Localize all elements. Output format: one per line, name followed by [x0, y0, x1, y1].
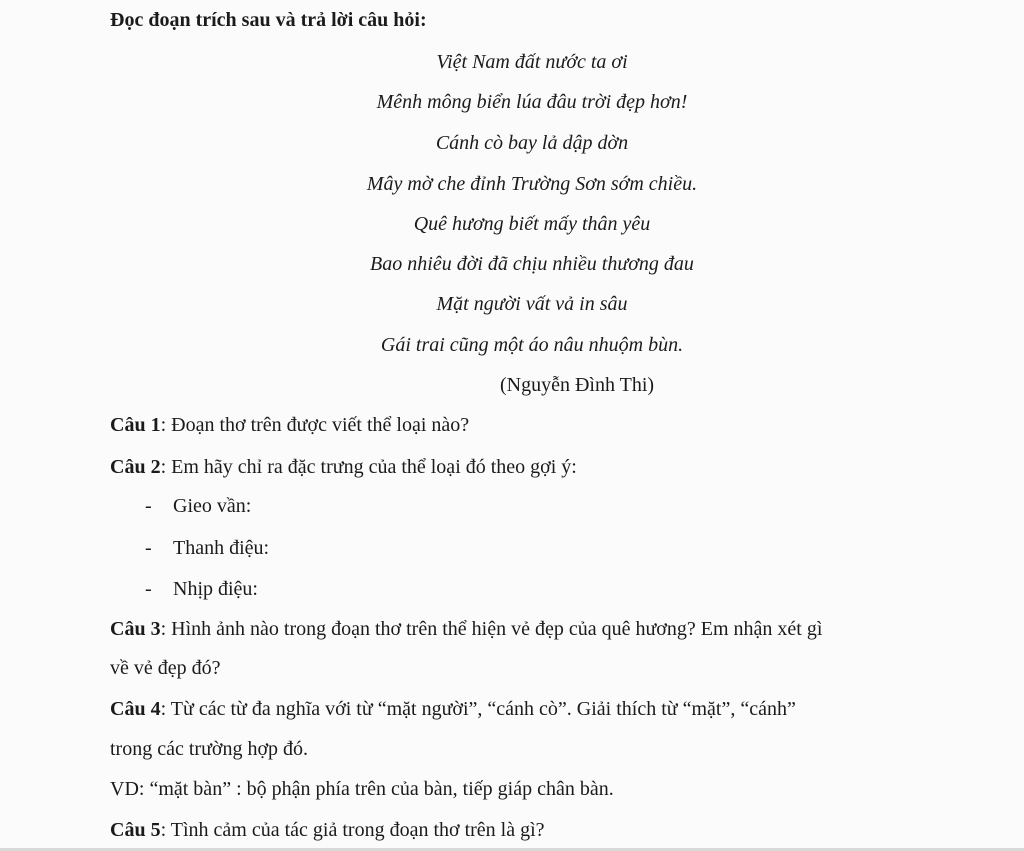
question-4-example: VD: “mặt bàn” : bộ phận phía trên của bàn, tiếp giáp chân bàn.: [110, 778, 614, 800]
bullet-item: [145, 577, 258, 601]
question-5: [110, 818, 545, 842]
poem-line: Gái trai cũng một áo nâu nhuộm bùn.: [380, 334, 684, 356]
poem-line: Việt Nam đất nước ta ơi: [436, 51, 628, 73]
bullet-item: [145, 536, 269, 560]
instruction-heading: Đọc đoạn trích sau và trả lời câu hỏi:: [110, 9, 427, 31]
bullet-dash: -: [145, 578, 152, 600]
poem-author: (Nguyễn Đình Thi): [500, 374, 655, 396]
question-text: : Từ các từ đa nghĩa với từ “mặt người”, “cánh cò”. Giải thích từ “mặt”, “cánh”: [160, 698, 796, 720]
poem-line: Mênh mông biển lúa đâu trời đẹp hơn!: [376, 91, 688, 113]
poem-line: Mây mờ che đỉnh Trường Sơn sớm chiều.: [366, 173, 698, 195]
question-text: : Em hãy chỉ ra đặc trưng của thể loại đó theo gợi ý:: [160, 456, 577, 478]
bullet-text: Thanh điệu:: [173, 537, 270, 559]
question-1: [110, 413, 469, 437]
question-2: [110, 455, 577, 479]
question-label: Câu 1: [110, 414, 161, 436]
question-4: [110, 697, 796, 721]
bullet-item: [145, 494, 251, 518]
question-3-continuation: về vẻ đẹp đó?: [110, 657, 221, 679]
question-3: [110, 617, 822, 641]
poem-line: Bao nhiêu đời đã chịu nhiều thương đau: [370, 253, 694, 275]
question-text: : Đoạn thơ trên được viết thể loại nào?: [160, 414, 470, 436]
bullet-text: Nhịp điệu:: [173, 578, 258, 600]
bullet-dash: -: [145, 537, 152, 559]
poem-line: Quê hương biết mấy thân yêu: [413, 213, 651, 235]
question-label: Câu 5: [110, 819, 161, 841]
question-4-continuation: trong các trường hợp đó.: [110, 738, 309, 760]
question-label: Câu 4: [110, 698, 161, 720]
poem-line: Mặt người vất vả in sâu: [436, 293, 628, 315]
bullet-text: Gieo vần:: [173, 495, 252, 517]
question-label: Câu 2: [110, 456, 161, 478]
question-label: Câu 3: [110, 618, 161, 640]
bullet-dash: -: [145, 495, 152, 517]
question-text: : Hình ảnh nào trong đoạn thơ trên thể hiện vẻ đẹp của quê hương? Em nhận xét gì: [160, 618, 823, 640]
question-text: : Tình cảm của tác giả trong đoạn thơ trên là gì?: [160, 819, 545, 841]
poem-line: Cánh cò bay lả dập dờn: [435, 132, 629, 154]
